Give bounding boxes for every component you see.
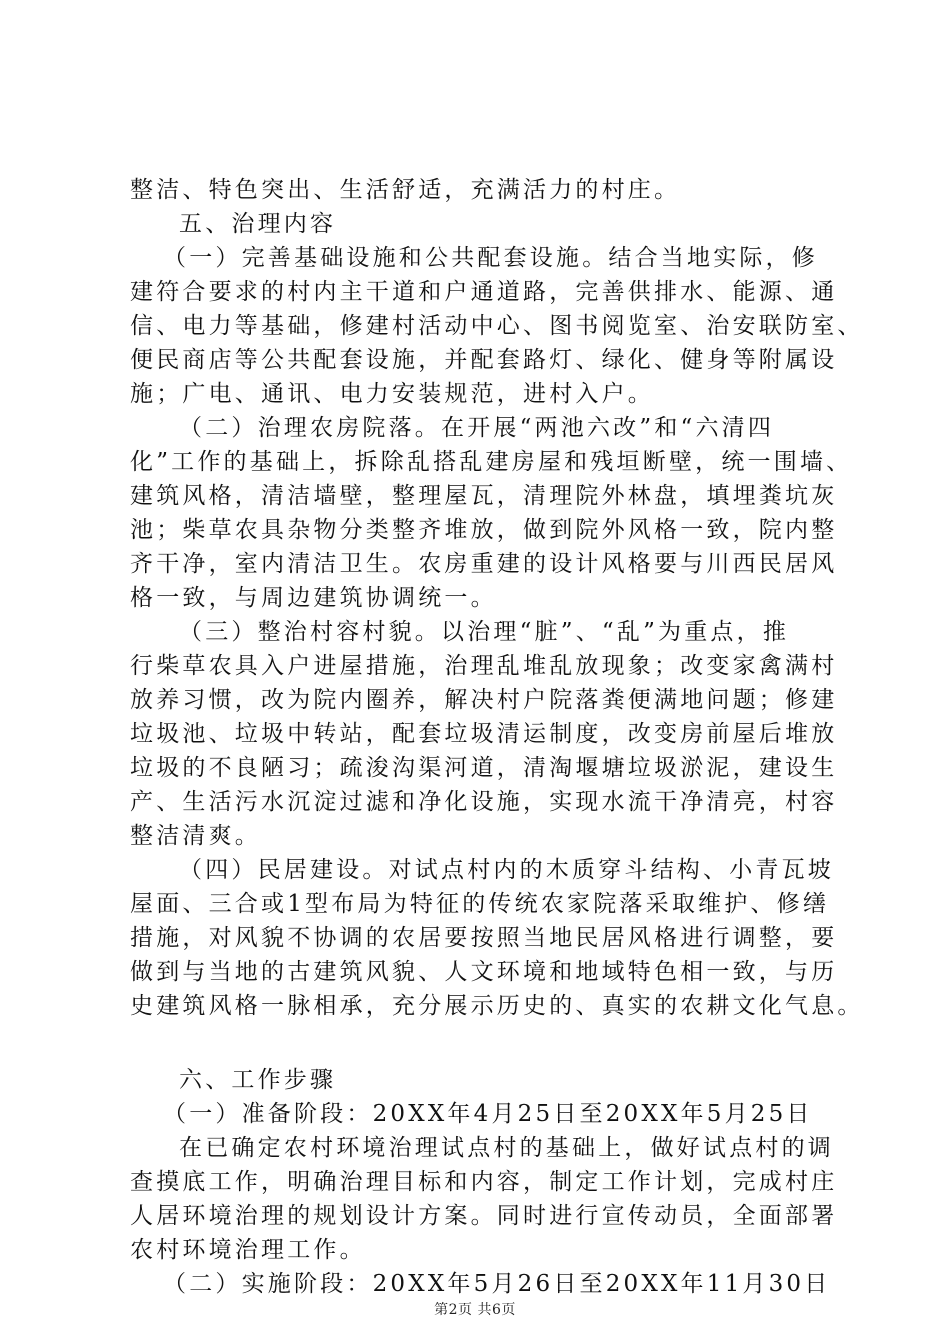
body-line: 垃圾的不良陋习；疏浚沟渠河道，清淘堰塘垃圾淤泥，建设生 (130, 755, 838, 781)
body-line: 措施，对风貌不协调的农居要按照当地民居风格进行调整，要 (130, 925, 838, 951)
body-line: 整洁、特色突出、生活舒适，充满活力的村庄。 (130, 177, 681, 203)
section-heading: 六、工作步骤 (179, 1067, 337, 1093)
body-line: 史建筑风格一脉相承，充分展示历史的、真实的农耕文化气息。 (130, 993, 864, 1019)
body-line: 产、生活污水沉淀过滤和净化设施，实现水流干净清亮，村容 (130, 789, 838, 815)
body-line: （四）民居建设。对试点村内的木质穿斗结构、小青瓦坡 (179, 857, 834, 883)
body-line: 齐干净，室内清洁卫生。农房重建的设计风格要与川西民居风 (130, 551, 838, 577)
body-line: 信、电力等基础，修建村活动中心、图书阅览室、治安联防室、 (130, 313, 864, 339)
body-line: 垃圾池、垃圾中转站，配套垃圾清运制度，改变房前屋后堆放 (130, 721, 838, 747)
body-line: 查摸底工作，明确治理目标和内容，制定工作计划，完成村庄 (130, 1169, 838, 1195)
body-line: 格一致，与周边建筑协调统一。 (130, 585, 497, 611)
body-line: 行柴草农具入户进屋措施，治理乱堆乱放现象；改变家禽满村 (130, 653, 838, 679)
body-line: 池；柴草农具杂物分类整齐堆放，做到院外风格一致，院内整 (130, 517, 838, 543)
body-line: （一）准备阶段：20XX年4月25日至20XX年5月25日 (163, 1101, 813, 1127)
body-line: （二）治理农房院落。在开展“两池六改”和“六清四 (179, 415, 775, 441)
body-line: 施；广电、通讯、电力安装规范，进村入户。 (130, 381, 654, 407)
page-number-footer: 第2页 共6页 (434, 1302, 516, 1318)
body-line: 在已确定农村环境治理试点村的基础上，做好试点村的调 (179, 1135, 834, 1161)
body-line: 农村环境治理工作。 (130, 1237, 366, 1263)
section-heading: 五、治理内容 (179, 211, 337, 237)
body-line: 放养习惯，改为院内圈养，解决村户院落粪便满地问题；修建 (130, 687, 838, 713)
body-line: 人居环境治理的规划设计方案。同时进行宣传动员，全面部署 (130, 1203, 838, 1229)
body-line: 屋面、三合或1型布局为特征的传统农家院落采取维护、修缮 (130, 891, 830, 917)
body-line: 建符合要求的村内主干道和户通道路，完善供排水、能源、通 (130, 279, 838, 305)
body-line: 化”工作的基础上，拆除乱搭乱建房屋和残垣断壁，统一围墙、 (130, 449, 853, 475)
body-line: （二）实施阶段：20XX年5月26日至20XX年11月30日 (163, 1271, 831, 1297)
body-line: 建筑风格，清洁墙壁，整理屋瓦，清理院外林盘，填埋粪坑灰 (130, 483, 838, 509)
body-line: 整洁清爽。 (130, 823, 261, 849)
body-line: （三）整治村容村貌。以治理“脏”、“乱”为重点，推 (179, 619, 790, 645)
body-line: 便民商店等公共配套设施，并配套路灯、绿化、健身等附属设 (130, 347, 838, 373)
body-line: 做到与当地的古建筑风貌、人文环境和地域特色相一致，与历 (130, 959, 838, 985)
body-line: （一）完善基础设施和公共配套设施。结合当地实际，修 (163, 245, 818, 271)
